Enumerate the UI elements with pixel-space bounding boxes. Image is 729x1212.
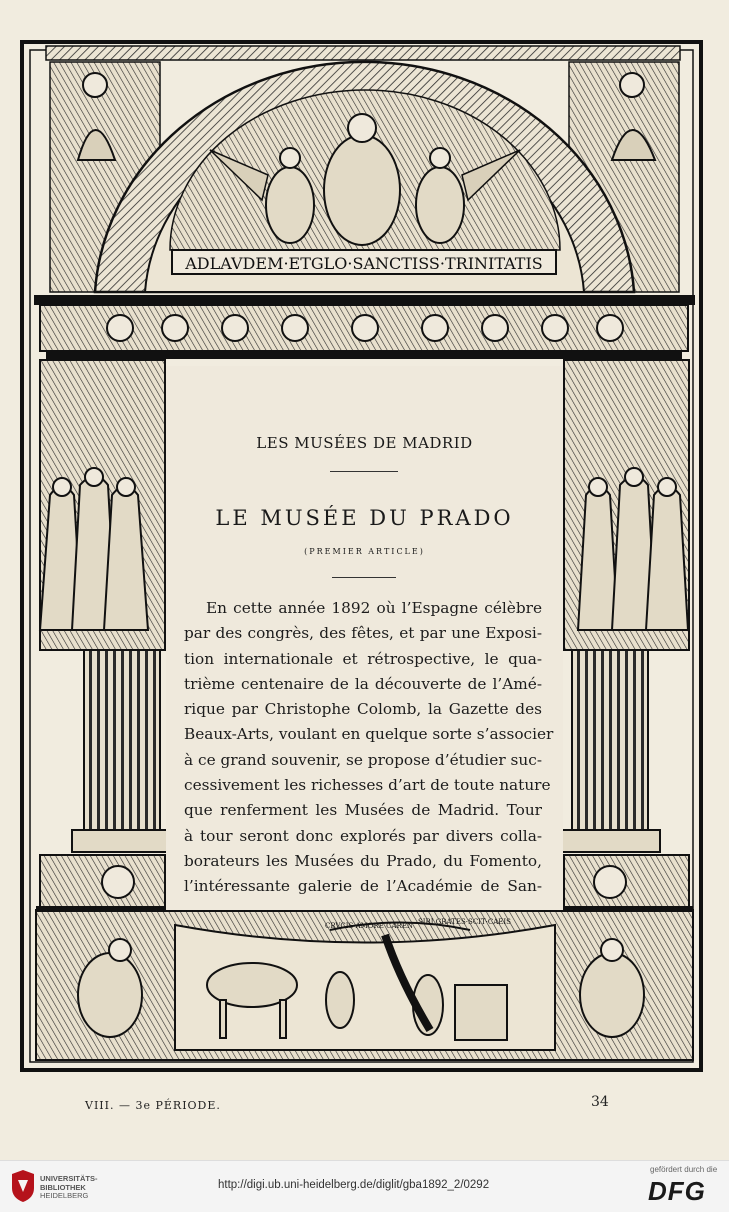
permalink-url[interactable]: http://digi.ub.uni-heidelberg.de/diglit/gba1892_2/0292	[218, 1179, 490, 1191]
inscription-text: ADLAVDEM·ETGLO·SANCTISS·TRINITATIS	[185, 254, 543, 273]
body-line: l’intéressante galerie de l’Académie de San-	[184, 877, 542, 896]
article-subtitle: (PREMIER ARTICLE)	[304, 547, 425, 556]
title-rule-bottom	[332, 577, 396, 578]
article-body	[184, 596, 554, 900]
footer-signature: VIII. — 3e PÉRIODE.	[85, 1099, 221, 1112]
scroll-text-left: CRVCIS AMORE CAREN	[325, 922, 414, 930]
right-column	[572, 650, 648, 830]
body-line: que renferment les Musées de Madrid. Tour	[184, 801, 542, 820]
body-line: rique par Christophe Colomb, la Gazette des	[184, 700, 542, 719]
dfg-logo: DFG	[648, 1176, 706, 1206]
body-line: trième centenaire de la découverte de l’Amé-	[184, 674, 542, 693]
body-line: En cette année 1892 où l’Espagne célèbre	[206, 599, 542, 617]
body-line: borateurs les Musées du Prado, du Fomento,	[184, 851, 542, 870]
university-logo-icon	[10, 1170, 36, 1202]
body-line: cessivement les richesses d’art de toute nature	[184, 776, 551, 795]
article-title: LE MUSÉE DU PRADO	[215, 506, 514, 530]
institution-line-3: HEIDELBERG	[40, 1191, 89, 1200]
body-line: tion internationale et rétrospective, le qua-	[184, 649, 542, 668]
page-number: 34	[591, 1094, 609, 1110]
funded-by-label: gefördert durch die	[650, 1165, 718, 1174]
body-line: par des congrès, des fêtes, et par une Exposi-	[184, 624, 542, 643]
body-line: à ce grand souvenir, se propose d’étudier suc-	[184, 750, 542, 769]
series-title: LES MUSÉES DE MADRID	[256, 434, 473, 452]
institution-line-2: BIBLIOTHEK	[40, 1182, 86, 1192]
viewer-bar	[0, 1160, 729, 1212]
left-column	[84, 650, 160, 830]
body-line: Beaux-Arts, voulant en quelque sorte s’associer	[184, 725, 554, 744]
institution-name	[40, 1175, 98, 1201]
body-line: à tour seront donc explorés par divers colla-	[184, 826, 542, 845]
institution-line-1: UNIVERSITÄTS-	[40, 1174, 98, 1183]
scroll-text-right: SIBI GRATES·SCIT·CAEIS	[418, 918, 511, 926]
title-rule-top	[330, 471, 398, 472]
